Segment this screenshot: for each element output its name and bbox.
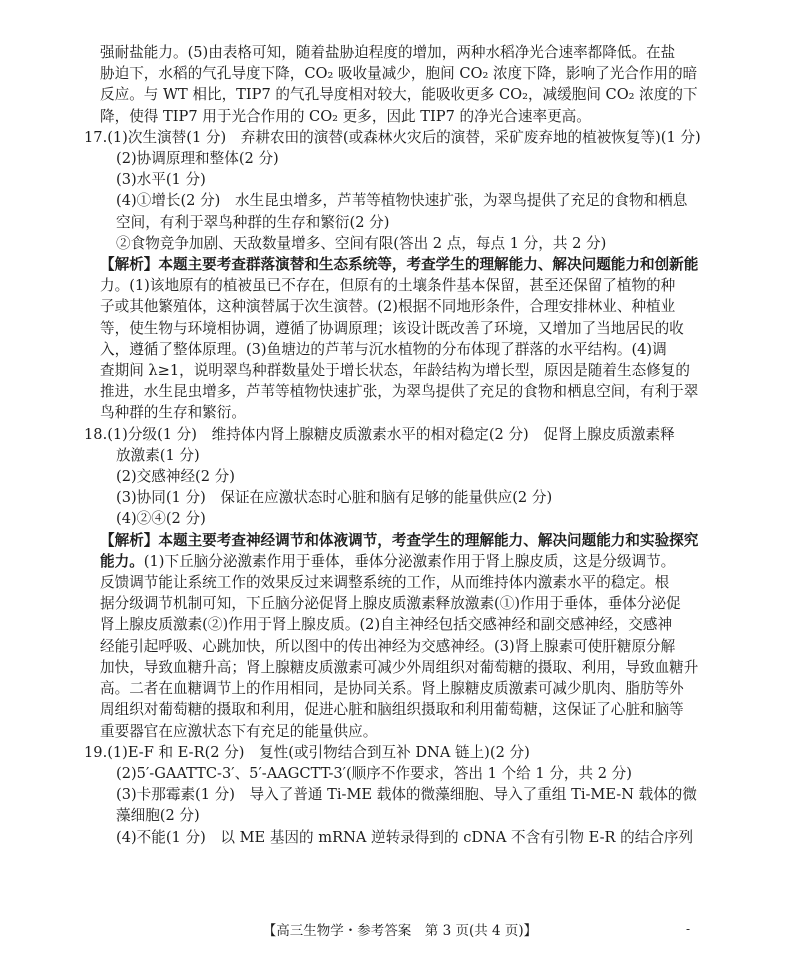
text-line: 降，使得 TIP7 用于光合作用的 CO₂ 更多，因此 TIP7 的净光合速率更高。 <box>100 107 591 125</box>
q18-analysis-line: 加快，导致血糖升高；肾上腺糖皮质激素可减少外周组织对葡萄糖的摄取、利用，导致血糖升 <box>100 658 699 676</box>
q17-analysis-line: 推进，水生昆虫增多，芦苇等植物快速扩张，为翠鸟提供了充足的食物和栖息空间，有利于翠 <box>100 383 699 401</box>
text-line: 反应。与 WT 相比，TIP7 的气孔导度相对较大，能吸收更多 CO₂，减缓胞间 CO₂ 浓度的下 <box>100 86 698 104</box>
q17-analysis-line: 入，遵循了整体原理。(3)鱼塘边的芦苇与沉水植物的分布体现了群落的水平结构。(4)调 <box>100 340 667 358</box>
q17-analysis-line: 鸟种群的生存和繁衍。 <box>100 404 246 422</box>
text-line: 胁迫下，水稻的气孔导度下降，CO₂ 吸收量减少，胞间 CO₂ 浓度下降，影响了光合作用的暗 <box>100 65 698 83</box>
q19-item: (2)5′-GAATTC-3′、5′-AAGCTT-3′(顺序不作要求，答出 1 个给 1 分，共 2 分) <box>116 764 632 782</box>
q18-analysis-heading-end: 能力。 <box>100 552 144 570</box>
q18-analysis-line <box>100 551 704 572</box>
q17-item: (3)水平(1 分) <box>116 171 206 189</box>
q18-analysis-first: (1)下丘脑分泌激素作用于垂体，垂体分泌激素作用于肾上腺皮质，这是分级调节。 <box>143 552 676 570</box>
q17-item: 空间，有利于翠鸟种群的生存和繁衍(2 分) <box>116 213 390 231</box>
q18-item: (3)协同(1 分) 保证在应激状态时心脏和脑有足够的能量供应(2 分) <box>116 489 553 507</box>
answer-content <box>84 42 704 848</box>
q17-item: (4)①增长(2 分) 水生昆虫增多，芦苇等植物快速扩张，为翠鸟提供了充足的食物和栖息 <box>116 192 688 210</box>
q18-analysis-line: 周组织对葡萄糖的摄取和利用，促进心脏和脑组织摄取和利用葡萄糖，这保证了心脏和脑等 <box>100 701 684 719</box>
q18-analysis-line: 肾上腺皮质激素(②)作用于肾上腺皮质。(2)自主神经包括交感神经和副交感神经，交感神 <box>100 616 673 634</box>
q18-item: 放激素(1 分) <box>116 446 200 464</box>
q17-item: 17.(1)次生演替(1 分) 弃耕农田的演替(或森林火灾后的演替，采矿废弃地的植被恢复等)(1 分) <box>84 128 701 146</box>
q19-item: (4)不能(1 分) 以 ME 基因的 mRNA 逆转录得到的 cDNA 不含有引物 E-R 的结合序列 <box>116 828 694 846</box>
q17-analysis-line: 等，使生物与环境相协调，遵循了协调原理；该设计既改善了环境，又增加了当地居民的收 <box>100 319 684 337</box>
q17-analysis-heading: 【解析】本题主要考查群落演替和生态系统等，考查学生的理解能力、解决问题能力和创新能 <box>100 256 699 274</box>
q17-analysis-line: 查期间 λ≥1，说明翠鸟种群数量处于增长状态，年龄结构为增长型，原因是随着生态修复的 <box>100 362 690 380</box>
q17-analysis-line: 力。(1)该地原有的植被虽已不存在，但原有的土壤条件基本保留，甚至还保留了植物的种 <box>100 277 676 295</box>
q17-analysis-line: 子或其他繁殖体，这种演替属于次生演替。(2)根据不同地形条件，合理安排林业、种植业 <box>100 298 676 316</box>
footer-mark: - <box>686 922 691 936</box>
q18-item: 18.(1)分级(1 分) 维持体内肾上腺糖皮质激素水平的相对稳定(2 分) 促肾上腺皮质激素释 <box>84 425 675 443</box>
q18-analysis-line: 经能引起呼吸、心跳加快，所以图中的传出神经为交感神经。(3)肾上腺素可使肝糖原分解 <box>100 637 676 655</box>
page-footer: 【高三生物学・参考答案 第 3 页(共 4 页)】 <box>262 923 538 939</box>
text-line: 强耐盐能力。(5)由表格可知，随着盐胁迫程度的增加，两种水稻净光合速率都降低。在盐 <box>100 44 676 61</box>
q18-analysis-line: 重要器官在应激状态下有充足的能量供应。 <box>100 722 378 740</box>
q18-analysis-line: 据分级调节机制可知，下丘脑分泌促肾上腺皮质激素释放激素(①)作用于垂体，垂体分泌促 <box>100 595 681 613</box>
q18-analysis-line: 反馈调节能让系统工作的效果反过来调整系统的工作，从而维持体内激素水平的稳定。根 <box>100 574 670 592</box>
q18-item: (2)交感神经(2 分) <box>116 468 235 486</box>
q18-analysis-line: 高。二者在血糖调节上的作用相同，是协同关系。肾上腺糖皮质激素可减少肌肉、脂肪等外 <box>100 680 684 698</box>
q19-item: (3)卡那霉素(1 分) 导入了普通 Ti-ME 载体的微藻细胞、导入了重组 Ti-ME-N 载体的微 <box>116 786 697 804</box>
q18-item: (4)②④(2 分) <box>116 510 206 528</box>
q18-analysis-heading: 【解析】本题主要考查神经调节和体液调节，考查学生的理解能力、解决问题能力和实验探究 <box>100 531 699 549</box>
q19-item: 藻细胞(2 分) <box>116 807 200 825</box>
q19-item: 19.(1)E-F 和 E-R(2 分) 复性(或引物结合到互补 DNA 链上)(2 分) <box>84 743 530 761</box>
q17-item: ②食物竞争加剧、天敌数量增多、空间有限(答出 2 点，每点 1 分，共 2 分) <box>116 234 607 252</box>
q17-item: (2)协调原理和整体(2 分) <box>116 150 279 168</box>
